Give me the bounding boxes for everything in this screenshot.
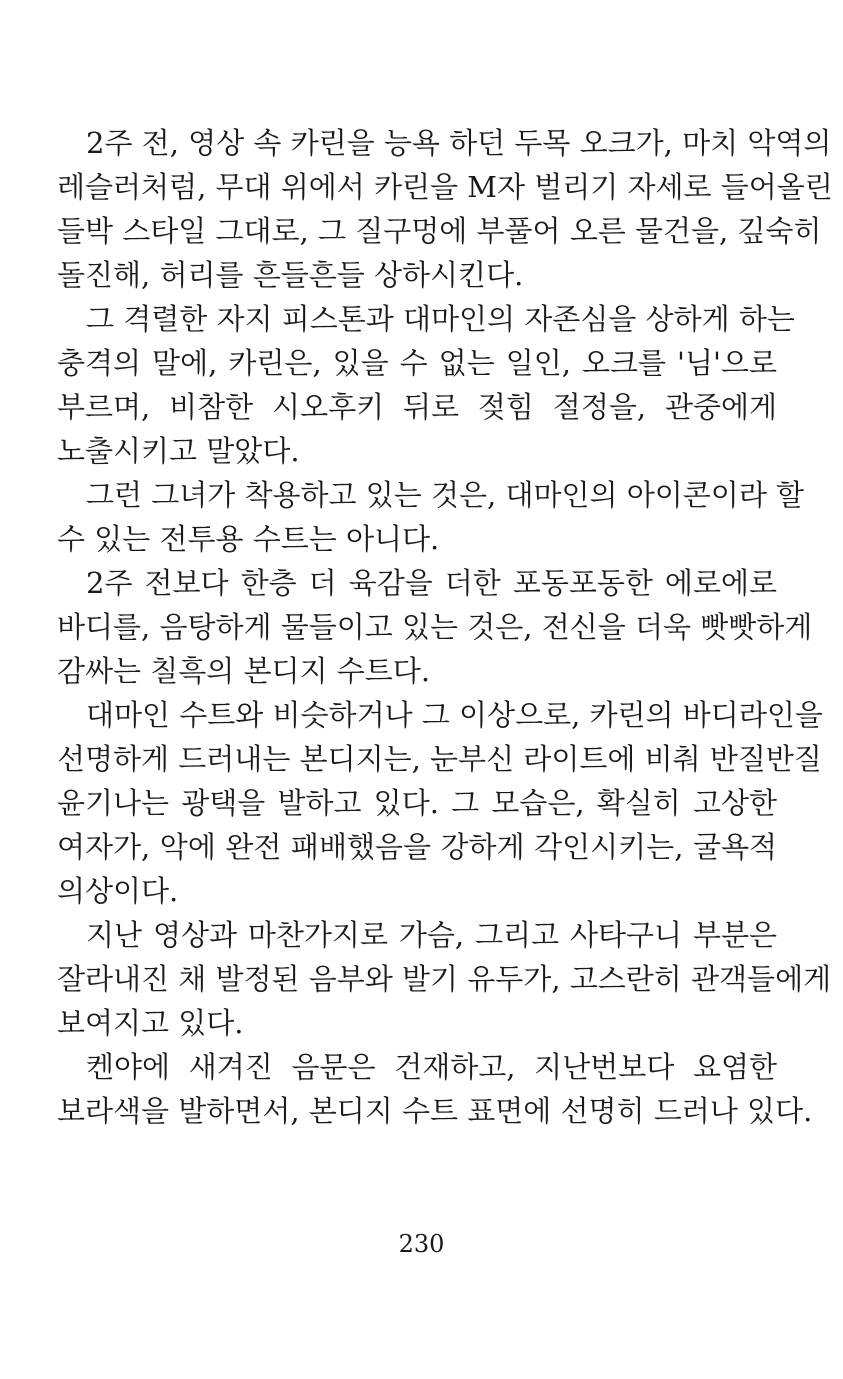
text-line: 잘라내진 채 발정된 음부와 발기 유두가, 고스란히 관객들에게 [57, 962, 832, 996]
text-line: 그 격렬한 자지 피스톤과 대마인의 자존심을 상하게 하는 [86, 302, 795, 336]
paragraph-4 [57, 561, 813, 693]
text-line: 선명하게 드러내는 본디지는, 눈부신 라이트에 비춰 반질반질 [57, 742, 822, 776]
text-line: 감싸는 칠흑의 본디지 수트다. [57, 654, 431, 688]
page-number: 230 [398, 1230, 445, 1258]
text-line: 부르며, 비참한 시오후키 뒤로 젖힘 절정을, 관중에게 [57, 390, 777, 424]
text-line: 켄야에 새겨진 음문은 건재하고, 지난번보다 요염한 [86, 1050, 777, 1084]
text-line: 레슬러처럼, 무대 위에서 카린을 M자 벌리기 자세로 들어올린 [57, 170, 833, 204]
paragraph-7 [57, 1045, 813, 1133]
text-line: 여자가, 악에 완전 패배했음을 강하게 각인시키는, 굴욕적 [57, 830, 777, 864]
text-line: 2주 전, 영상 속 카린을 능욕 하던 두목 오크가, 마치 악역의 [86, 126, 832, 160]
text-line: 바디를, 음탕하게 물들이고 있는 것은, 전신을 더욱 빳빳하게 [57, 610, 813, 644]
text-line: 보여지고 있다. [57, 1006, 244, 1040]
text-line: 돌진해, 허리를 흔들흔들 상하시킨다. [57, 258, 524, 292]
paragraph-5 [57, 693, 823, 913]
paragraph-3 [57, 473, 805, 561]
text-line: 대마인 수트와 비슷하거나 그 이상으로, 카린의 바디라인을 [86, 698, 823, 732]
text-line: 노출시키고 말았다. [57, 434, 300, 468]
paragraph-2 [57, 297, 795, 473]
text-line: 의상이다. [57, 874, 179, 908]
text-line: 지난 영상과 마찬가지로 가슴, 그리고 사타구니 부분은 [86, 918, 777, 952]
text-line: 2주 전보다 한층 더 육감을 더한 포동포동한 에로에로 [86, 566, 777, 600]
text-line: 충격의 말에, 카린은, 있을 수 없는 일인, 오크를 '님'으로 [57, 346, 777, 380]
text-line: 보라색을 발하면서, 본디지 수트 표면에 선명히 드러나 있다. [57, 1094, 813, 1128]
body-text [57, 121, 833, 1133]
paragraph-6 [57, 913, 832, 1045]
text-line: 윤기나는 광택을 발하고 있다. 그 모습은, 확실히 고상한 [57, 786, 777, 820]
paragraph-1 [57, 121, 833, 297]
text-line: 수 있는 전투용 수트는 아니다. [57, 522, 440, 556]
text-line: 그런 그녀가 착용하고 있는 것은, 대마인의 아이콘이라 할 [86, 478, 805, 512]
text-line: 들박 스타일 그대로, 그 질구멍에 부풀어 오른 물건을, 깊숙히 [57, 214, 822, 248]
